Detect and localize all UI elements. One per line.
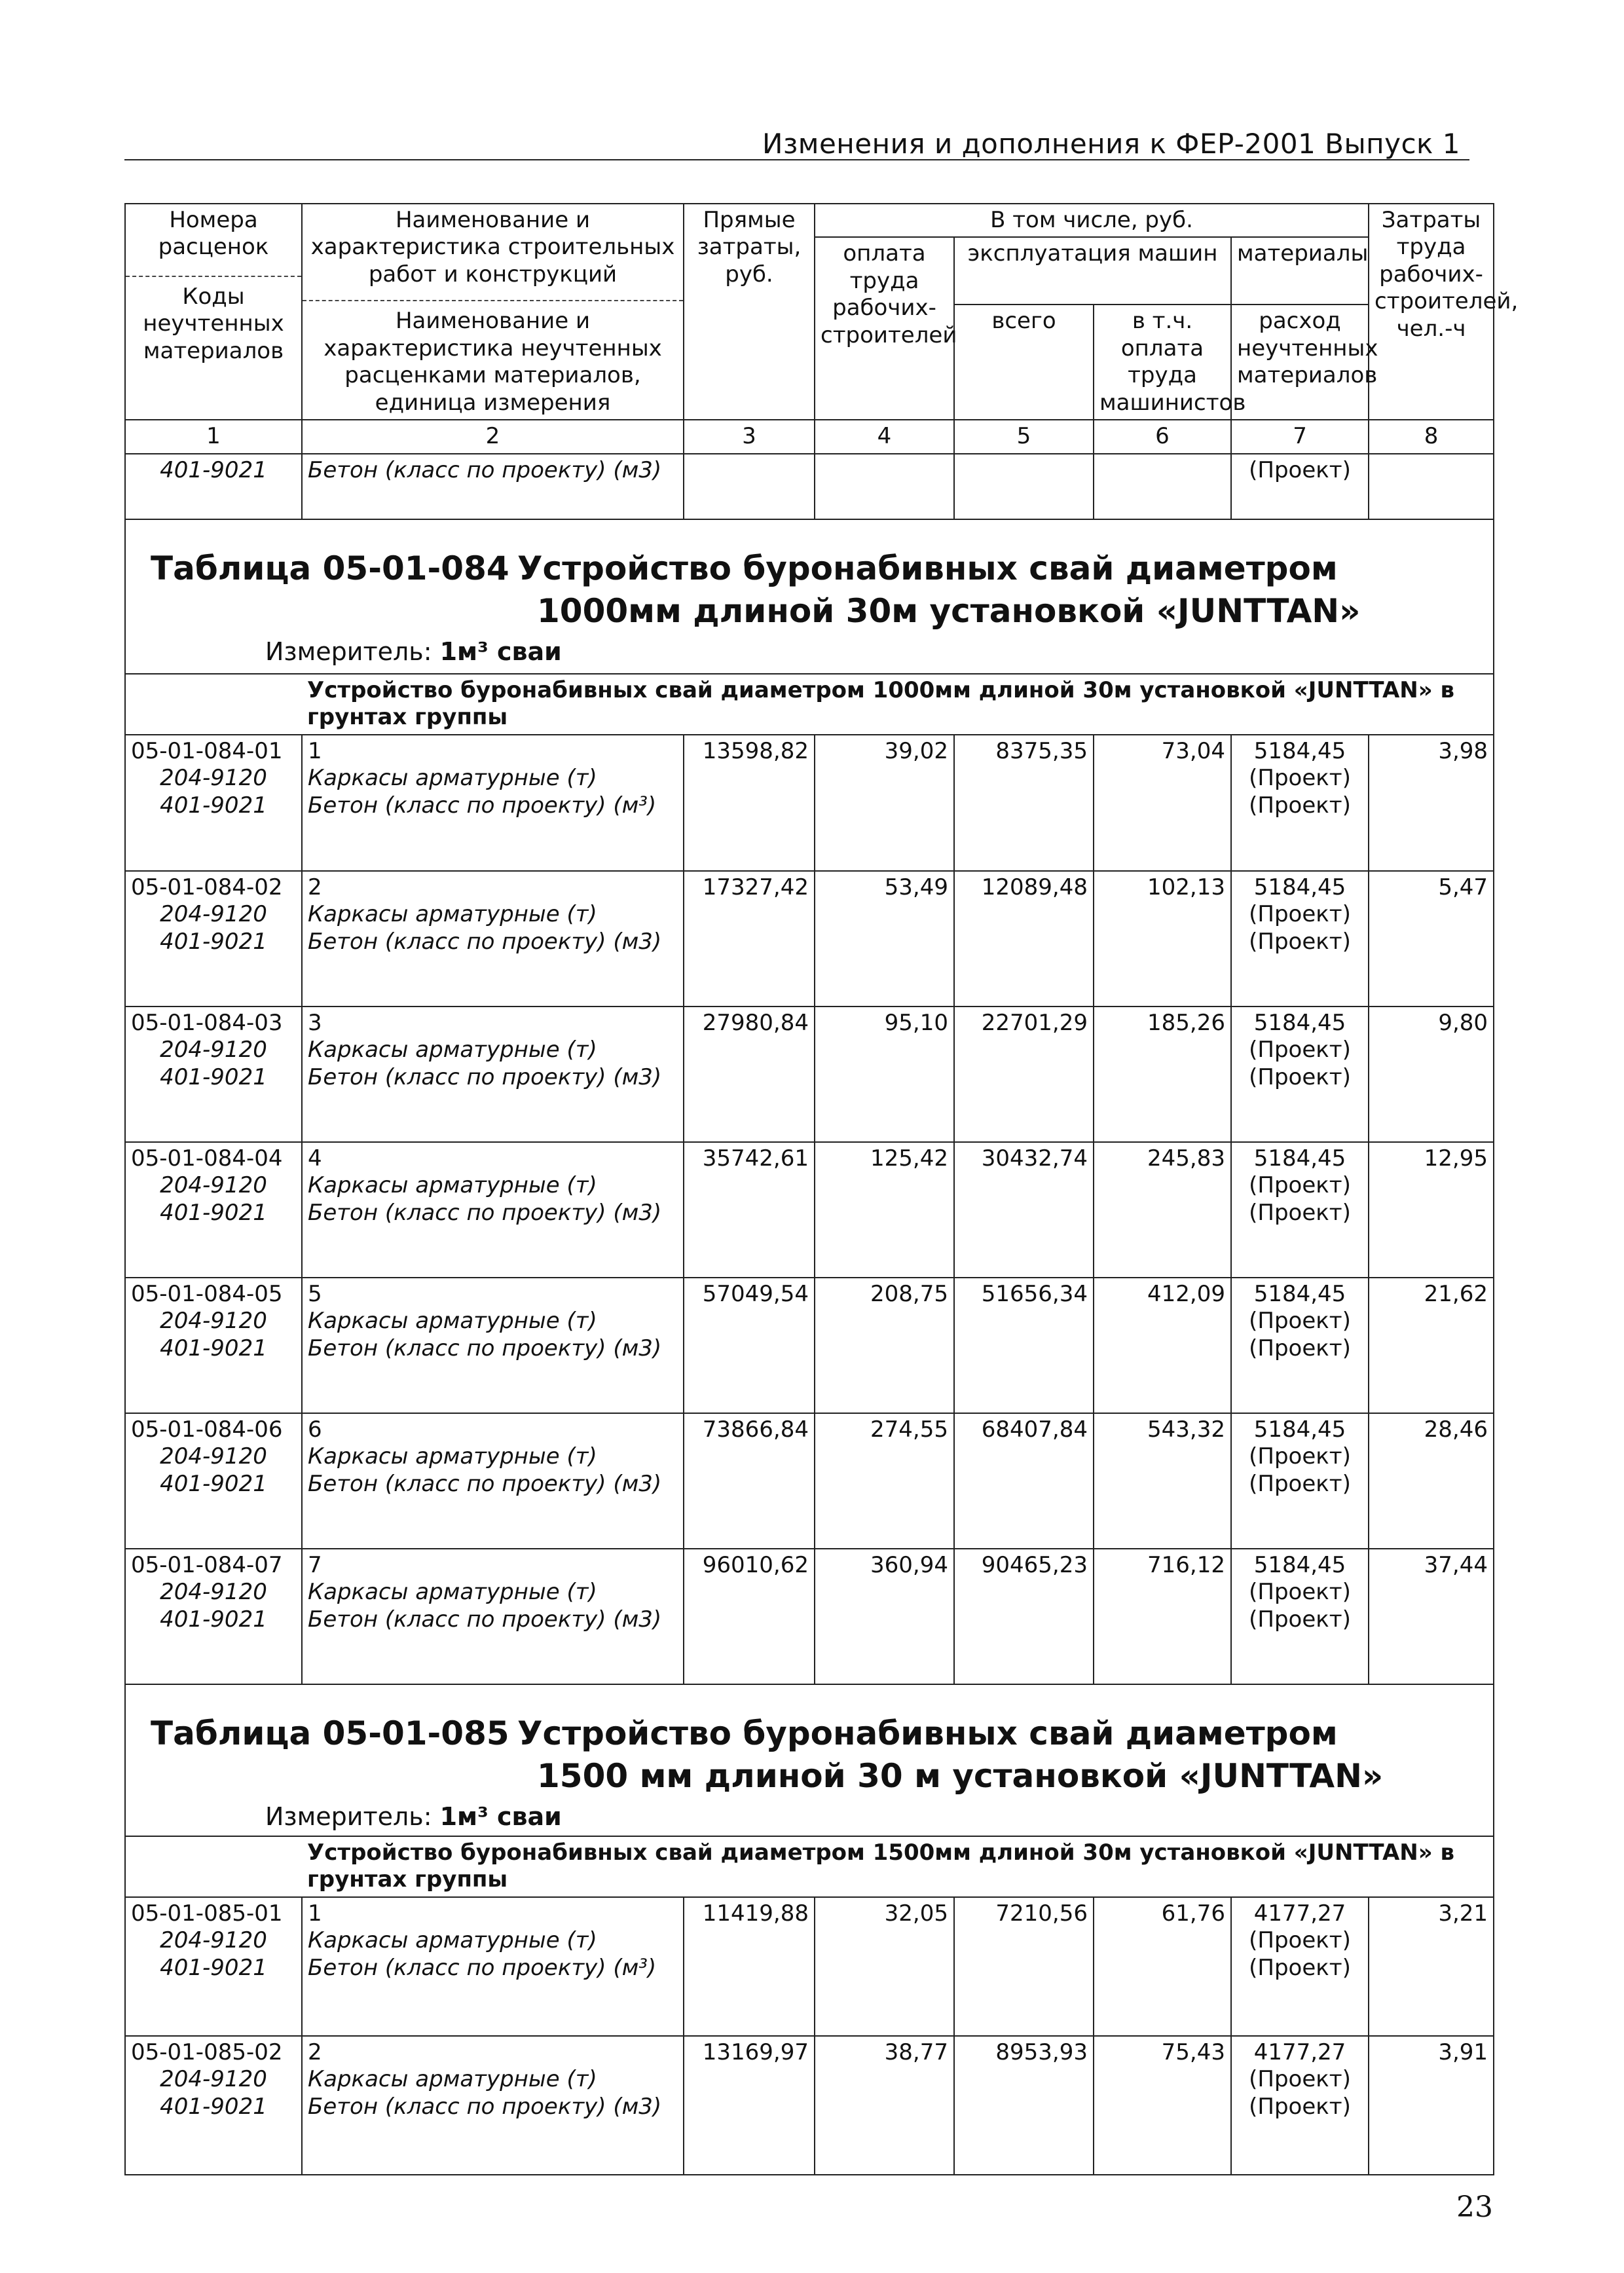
soil-group: 1 [308,737,322,764]
group-heading: Устройство буронабивных свай диаметром 1500мм длиной 30м установкой «JUNTTAN» в грунтах группы [302,1836,1494,1897]
table-title-cell [125,519,1494,674]
material-code-rebar: 204-9120 [160,1443,267,1470]
material-concrete-qty: (Проект) [1249,928,1351,955]
empty-cell [125,1836,302,1897]
page-number: 23 [1456,2190,1493,2224]
rate-code-cell [125,1413,302,1549]
rate-row [125,871,1494,1007]
material-rebar-qty: (Проект) [1249,1172,1351,1199]
rate-code: 05-01-084-06 [131,1416,283,1443]
material-code-rebar: 204-9120 [160,1037,267,1063]
col-number: 3 [684,420,815,453]
col-header-unaccounted: расход неучтенных материалов [1231,305,1369,420]
labor-cost: 39,02 [815,735,954,871]
labor-cost: 53,49 [815,871,954,1007]
soil-group: 3 [308,1009,322,1036]
material-code-rebar: 204-9120 [160,1579,267,1606]
col-number: 8 [1369,420,1494,453]
material-code-concrete: 401-9021 [160,1606,267,1633]
labor-hours: 3,91 [1369,2036,1494,2175]
empty-cell [1369,454,1494,519]
rate-code: 05-01-085-01 [131,1900,283,1927]
materials-cell [1231,735,1369,871]
rate-row [125,1549,1494,1684]
table-title [131,523,1488,633]
rate-name-cell [302,1549,684,1684]
materials-cost: 5184,45 [1253,874,1346,900]
col-header-rate-numbers: Номера расценок [158,207,269,261]
material-rebar-qty: (Проект) [1249,765,1351,792]
material-concrete-name: Бетон (класс по проекту) (м3) [308,1606,662,1633]
material-concrete-name: Бетон (класс по проекту) (м3) [308,1063,662,1090]
machines-cost: 51656,34 [954,1278,1094,1413]
material-rebar-name: Каркасы арматурные (т) [308,1037,597,1063]
col-number: 1 [125,420,302,453]
materials-cell [1231,1142,1369,1278]
soil-group: 2 [308,874,322,900]
material-code-concrete: 401-9021 [160,1199,267,1226]
col-header-codes [125,204,302,420]
carry-over-row [125,454,1494,519]
materials-cost: 5184,45 [1253,1416,1346,1443]
material-code-concrete: 401-9021 [160,792,267,819]
empty-cell [815,454,954,519]
empty-cell [1094,454,1231,519]
col-header-operators: в т.ч. оплата труда машинистов [1094,305,1231,420]
table-title-row [125,519,1494,674]
operators-cost: 102,13 [1094,871,1231,1007]
meter-value: 1м³ сваи [439,1802,562,1831]
table-number: Таблица 05-01-084 [151,549,509,587]
col-number: 4 [815,420,954,453]
rate-code: 05-01-084-04 [131,1145,283,1172]
materials-cost: 5184,45 [1253,1280,1346,1307]
soil-group: 4 [308,1145,322,1172]
rates-frame [124,203,1519,2156]
rate-code: 05-01-084-07 [131,1551,283,1578]
rate-code: 05-01-084-01 [131,737,283,764]
material-code-concrete: 401-9021 [160,1063,267,1090]
operators-cost: 543,32 [1094,1413,1231,1549]
soil-group: 7 [308,1551,322,1578]
direct-costs: 11419,88 [684,1897,815,2036]
material-concrete-name: Бетон (класс по проекту) (м3) [308,1470,662,1497]
table-title-line1: Устройство буронабивных свай диаметром [517,1714,1338,1752]
direct-costs: 13169,97 [684,2036,815,2175]
rate-name-cell [302,1007,684,1142]
material-rebar-qty: (Проект) [1249,1308,1351,1335]
material-concrete-qty: (Проект) [1249,2093,1351,2120]
meter-label: Измеритель: [265,1802,432,1831]
direct-costs: 27980,84 [684,1007,815,1142]
col-number: 2 [302,420,684,453]
labor-cost: 38,77 [815,2036,954,2175]
rate-row [125,1142,1494,1278]
carry-over-materials: (Проект) [1231,454,1369,519]
materials-cell [1231,1278,1369,1413]
labor-hours: 3,21 [1369,1897,1494,2036]
operators-cost: 245,83 [1094,1142,1231,1278]
rate-code-cell [125,1278,302,1413]
operators-cost: 75,43 [1094,2036,1231,2175]
soil-group: 2 [308,2039,322,2065]
material-code-concrete: 401-9021 [160,2093,267,2120]
labor-hours: 37,44 [1369,1549,1494,1684]
material-code-rebar: 204-9120 [160,1927,267,1954]
material-concrete-qty: (Проект) [1249,1199,1351,1226]
col-header-hours: Затраты труда рабочих-строителей, чел.-ч [1369,204,1494,420]
operators-cost: 61,76 [1094,1897,1231,2036]
direct-costs: 96010,62 [684,1549,815,1684]
material-concrete-qty: (Проект) [1249,1335,1351,1361]
materials-cost: 5184,45 [1253,1009,1346,1036]
operators-cost: 412,09 [1094,1278,1231,1413]
labor-cost: 32,05 [815,1897,954,2036]
col-header-labor: оплата труда рабочих-строителей [815,237,954,420]
material-code-concrete: 401-9021 [160,1335,267,1361]
table-title-cell [125,1684,1494,1836]
col-header-machines: эксплуатация машин [954,237,1231,305]
machines-cost: 68407,84 [954,1413,1094,1549]
material-code-rebar: 204-9120 [160,765,267,792]
materials-cost: 5184,45 [1253,1551,1346,1578]
material-concrete-name: Бетон (класс по проекту) (м3) [308,928,662,955]
machines-cost: 22701,29 [954,1007,1094,1142]
material-rebar-name: Каркасы арматурные (т) [308,1927,597,1954]
material-rebar-name: Каркасы арматурные (т) [308,1172,597,1199]
rate-code-cell [125,871,302,1007]
table-title-block [131,523,1488,667]
rate-row [125,1007,1494,1142]
carry-over-code: 401-9021 [125,454,302,519]
machines-cost: 7210,56 [954,1897,1094,2036]
labor-hours: 3,98 [1369,735,1494,871]
material-code-rebar: 204-9120 [160,2066,267,2093]
empty-cell [125,674,302,735]
col-header-direct: Прямые затраты, руб. [684,204,815,420]
direct-costs: 73866,84 [684,1413,815,1549]
material-rebar-name: Каркасы арматурные (т) [308,1579,597,1606]
col-header-names [302,204,684,420]
operators-cost: 716,12 [1094,1549,1231,1684]
operators-cost: 73,04 [1094,735,1231,871]
rate-code: 05-01-084-05 [131,1280,283,1307]
machines-cost: 30432,74 [954,1142,1094,1278]
materials-cell [1231,1007,1369,1142]
rate-code: 05-01-084-02 [131,874,283,900]
material-code-concrete: 401-9021 [160,1470,267,1497]
soil-group: 6 [308,1416,322,1443]
meter-label: Измеритель: [265,637,432,666]
material-concrete-qty: (Проект) [1249,1063,1351,1090]
column-numbers-row [125,420,1494,453]
materials-cell [1231,1413,1369,1549]
rate-code: 05-01-085-02 [131,2039,283,2065]
material-code-concrete: 401-9021 [160,928,267,955]
meter-value: 1м³ сваи [439,637,562,666]
material-rebar-qty: (Проект) [1249,901,1351,928]
material-rebar-qty: (Проект) [1249,1037,1351,1063]
empty-cell [684,454,815,519]
materials-cost: 5184,45 [1253,737,1346,764]
labor-hours: 9,80 [1369,1007,1494,1142]
rate-row [125,1897,1494,2036]
group-heading: Устройство буронабивных свай диаметром 1000мм длиной 30м установкой «JUNTTAN» в грунтах группы [302,674,1494,735]
rate-name-cell [302,871,684,1007]
rate-row [125,1413,1494,1549]
rate-row [125,735,1494,871]
material-rebar-name: Каркасы арматурные (т) [308,901,597,928]
header-row-1 [125,204,1494,237]
col-header-materials: материалы [1231,237,1369,305]
rates-table [124,203,1519,2175]
rate-name-cell [302,1142,684,1278]
material-concrete-name: Бетон (класс по проекту) (м3) [308,1335,662,1361]
table-meter [131,633,1488,667]
labor-cost: 208,75 [815,1278,954,1413]
rate-name-cell [302,2036,684,2175]
material-rebar-qty: (Проект) [1249,1927,1351,1954]
labor-cost: 95,10 [815,1007,954,1142]
materials-cost: 4177,27 [1253,1900,1346,1927]
col-header-machines-total: всего [954,305,1094,420]
operators-cost: 185,26 [1094,1007,1231,1142]
material-rebar-qty: (Проект) [1249,1443,1351,1470]
material-concrete-name: Бетон (класс по проекту) (м³) [308,1954,657,1981]
rate-code-cell [125,1007,302,1142]
labor-hours: 28,46 [1369,1413,1494,1549]
col-header-material-name: Наименование и характеристика неучтенных расценками материалов, единица измерения [303,300,683,416]
group-heading-row [125,1836,1494,1897]
carry-over-name: Бетон (класс по проекту) (м3) [302,454,684,519]
materials-cell [1231,871,1369,1007]
material-rebar-qty: (Проект) [1249,2066,1351,2093]
material-code-rebar: 204-9120 [160,1308,267,1335]
col-header-including: В том числе, руб. [815,204,1369,237]
material-concrete-name: Бетон (класс по проекту) (м³) [308,792,657,819]
rate-name-cell [302,1278,684,1413]
material-concrete-name: Бетон (класс по проекту) (м3) [308,2093,662,2120]
materials-cost: 5184,45 [1253,1145,1346,1172]
page-header-title: Изменения и дополнения к ФЕР-2001 Выпуск 1 [762,128,1460,160]
materials-cell [1231,1897,1369,2036]
table-number: Таблица 05-01-085 [151,1714,509,1752]
rate-row [125,2036,1494,2175]
table-title-row [125,1684,1494,1836]
direct-costs: 57049,54 [684,1278,815,1413]
material-code-rebar: 204-9120 [160,901,267,928]
rate-code-cell [125,2036,302,2175]
machines-cost: 8953,93 [954,2036,1094,2175]
material-concrete-qty: (Проект) [1249,792,1351,819]
col-number: 5 [954,420,1094,453]
rate-code-cell [125,1897,302,2036]
rate-code-cell [125,1549,302,1684]
table-title-block [131,1688,1488,1832]
materials-cost: 4177,27 [1253,2039,1346,2065]
table-title [131,1688,1488,1798]
labor-cost: 360,94 [815,1549,954,1684]
col-number: 6 [1094,420,1231,453]
soil-group: 5 [308,1280,322,1307]
direct-costs: 13598,82 [684,735,815,871]
col-header-work-name: Наименование и характеристика строительных работ и конструкций [310,207,675,287]
rate-code-cell [125,735,302,871]
col-header-material-codes: Коды неучтенных материалов [126,276,301,365]
material-concrete-qty: (Проект) [1249,1470,1351,1497]
materials-cell [1231,2036,1369,2175]
materials-cell [1231,1549,1369,1684]
group-heading-row [125,674,1494,735]
material-rebar-name: Каркасы арматурные (т) [308,1308,597,1335]
table-meter [131,1798,1488,1832]
table-title-line1: Устройство буронабивных свай диаметром [517,549,1338,587]
material-concrete-qty: (Проект) [1249,1606,1351,1633]
rate-name-cell [302,1413,684,1549]
col-number: 7 [1231,420,1369,453]
empty-cell [954,454,1094,519]
labor-hours: 21,62 [1369,1278,1494,1413]
direct-costs: 35742,61 [684,1142,815,1278]
labor-cost: 274,55 [815,1413,954,1549]
direct-costs: 17327,42 [684,871,815,1007]
material-rebar-name: Каркасы арматурные (т) [308,1443,597,1470]
labor-hours: 5,47 [1369,871,1494,1007]
rate-code-cell [125,1142,302,1278]
rate-code: 05-01-084-03 [131,1009,283,1036]
material-rebar-name: Каркасы арматурные (т) [308,765,597,792]
material-rebar-qty: (Проект) [1249,1579,1351,1606]
soil-group: 1 [308,1900,322,1927]
rate-row [125,1278,1494,1413]
machines-cost: 8375,35 [954,735,1094,871]
material-concrete-qty: (Проект) [1249,1954,1351,1981]
labor-hours: 12,95 [1369,1142,1494,1278]
material-code-concrete: 401-9021 [160,1954,267,1981]
machines-cost: 90465,23 [954,1549,1094,1684]
rate-name-cell [302,1897,684,2036]
labor-cost: 125,42 [815,1142,954,1278]
machines-cost: 12089,48 [954,871,1094,1007]
page-header [124,128,1469,160]
material-rebar-name: Каркасы арматурные (т) [308,2066,597,2093]
rate-name-cell [302,735,684,871]
material-concrete-name: Бетон (класс по проекту) (м3) [308,1199,662,1226]
table-title-line2: 1500 мм длиной 30 м установкой «JUNTTAN» [537,1756,1384,1795]
table-title-line2: 1000мм длиной 30м установкой «JUNTTAN» [537,591,1361,630]
material-code-rebar: 204-9120 [160,1172,267,1199]
